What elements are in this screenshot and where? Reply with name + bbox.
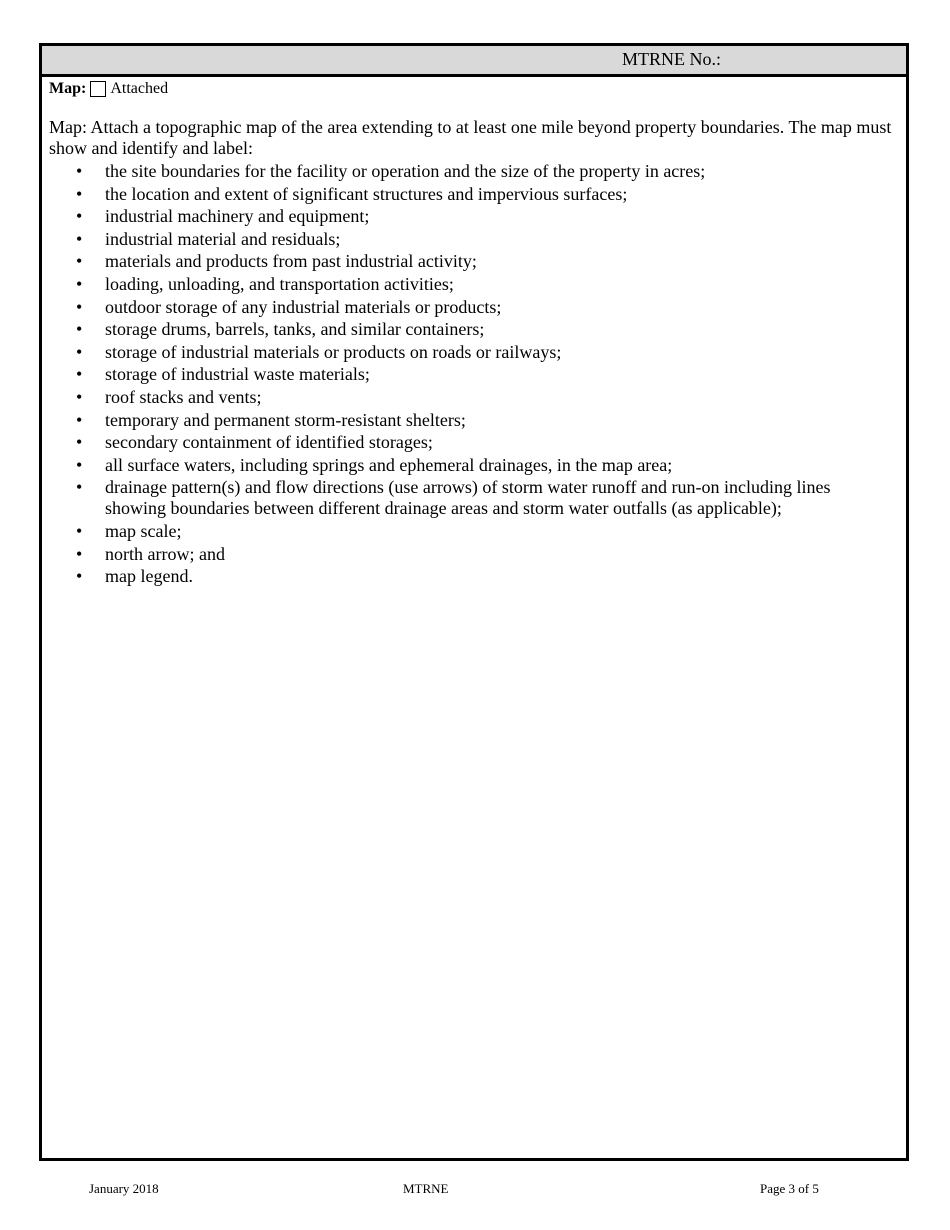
list-item-text: secondary containment of identified storages; bbox=[105, 432, 433, 453]
footer-page-number: Page 3 of 5 bbox=[760, 1181, 819, 1196]
list-item bbox=[76, 520, 875, 542]
bullet-icon: • bbox=[76, 454, 83, 475]
list-item bbox=[76, 161, 875, 182]
list-item-text: map scale; bbox=[105, 520, 182, 541]
list-item-text: materials and products from past industrial activity; bbox=[105, 251, 477, 272]
bullet-icon: • bbox=[76, 386, 83, 407]
bullet-icon: • bbox=[76, 183, 83, 204]
bullet-icon: • bbox=[76, 206, 83, 227]
bullet-icon: • bbox=[76, 273, 83, 294]
bullet-icon: • bbox=[76, 520, 83, 541]
footer-date: January 2018 bbox=[89, 1181, 159, 1196]
bullet-icon: • bbox=[76, 319, 83, 340]
bullet-icon: • bbox=[76, 341, 83, 362]
list-item-text: drainage pattern(s) and flow directions (use arrows) of storm water runoff and run-on including lines showing boundaries between different drainage areas and storm water outfalls (as applicable); bbox=[105, 477, 831, 519]
list-item bbox=[76, 454, 875, 476]
map-attached-row bbox=[49, 79, 906, 99]
list-item-text: temporary and permanent storm-resistant shelters; bbox=[105, 409, 466, 430]
list-item-text: the location and extent of significant structures and impervious surfaces; bbox=[105, 183, 628, 204]
map-label: Map: bbox=[49, 80, 87, 97]
list-item-text: the site boundaries for the facility or operation and the size of the property in acres; bbox=[105, 161, 706, 181]
footer-form-name: MTRNE bbox=[403, 1181, 449, 1196]
list-item-text: map legend. bbox=[105, 566, 193, 587]
map-requirements-list bbox=[49, 161, 906, 587]
bullet-icon: • bbox=[76, 364, 83, 385]
map-instructions: Map: Attach a topographic map of the area extending to at least one mile beyond property boundaries. The map must show and identify and label: bbox=[49, 117, 892, 158]
list-item bbox=[76, 251, 875, 272]
list-item-text: roof stacks and vents; bbox=[105, 386, 262, 407]
map-attached-checkbox[interactable] bbox=[90, 81, 106, 97]
list-item bbox=[76, 228, 875, 250]
form-frame bbox=[39, 43, 909, 1161]
list-item bbox=[76, 543, 875, 565]
bullet-icon: • bbox=[76, 296, 83, 317]
bullet-icon: • bbox=[76, 251, 83, 272]
bullet-icon: • bbox=[76, 228, 83, 249]
list-item bbox=[76, 296, 875, 318]
bullet-icon: • bbox=[76, 543, 83, 564]
list-item bbox=[76, 477, 875, 519]
list-item-text: all surface waters, including springs and ephemeral drainages, in the map area; bbox=[105, 454, 673, 475]
list-item bbox=[76, 409, 875, 431]
bullet-icon: • bbox=[76, 409, 83, 430]
list-item bbox=[76, 273, 875, 295]
form-content bbox=[42, 79, 906, 587]
list-item bbox=[76, 341, 875, 363]
mtrne-number-label: MTRNE No.: bbox=[622, 49, 721, 69]
list-item bbox=[76, 206, 875, 227]
bullet-icon: • bbox=[76, 161, 83, 181]
bullet-icon: • bbox=[76, 566, 83, 587]
list-item-text: industrial material and residuals; bbox=[105, 228, 341, 249]
attached-label: Attached bbox=[110, 80, 169, 97]
list-item bbox=[76, 566, 875, 587]
list-item bbox=[76, 364, 875, 385]
list-item bbox=[76, 183, 875, 205]
list-item-text: storage drums, barrels, tanks, and similar containers; bbox=[105, 319, 485, 340]
bullet-icon: • bbox=[76, 477, 83, 498]
list-item-text: industrial machinery and equipment; bbox=[105, 206, 370, 227]
list-item-text: north arrow; and bbox=[105, 543, 225, 564]
list-item bbox=[76, 386, 875, 408]
list-item bbox=[76, 432, 875, 453]
header-bar bbox=[42, 46, 906, 77]
list-item-text: loading, unloading, and transportation activities; bbox=[105, 273, 454, 294]
list-item-text: storage of industrial waste materials; bbox=[105, 364, 370, 385]
list-item bbox=[76, 319, 875, 340]
list-item-text: storage of industrial materials or products on roads or railways; bbox=[105, 341, 562, 362]
bullet-icon: • bbox=[76, 432, 83, 453]
list-item-text: outdoor storage of any industrial materials or products; bbox=[105, 296, 502, 317]
